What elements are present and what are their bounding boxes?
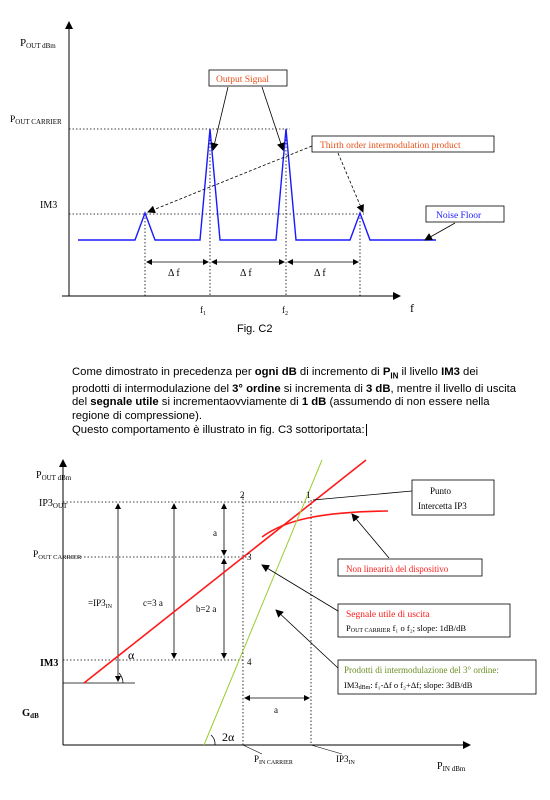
fig2-im3-label: IM3 — [40, 658, 59, 669]
figure-c3 — [0, 438, 550, 800]
fig2-alpha-label: α — [128, 648, 135, 662]
fig1-noise-arrow — [425, 223, 455, 240]
fig1-df-label-2: Δ f — [240, 268, 252, 279]
fig2-b-label: b=2 a — [196, 604, 217, 614]
fig2-x-label: $P_{IN dBm}$ — [437, 761, 466, 773]
fig1-df-label-3: Δ f — [314, 268, 326, 279]
fig2-pout-carrier-label: $P_{OUT CARRIER}$ — [33, 550, 82, 561]
body-paragraph — [72, 366, 532, 437]
fig2-gdb-label: GdB — [22, 708, 39, 720]
fig2-im-arrow — [276, 610, 338, 668]
fig-c2-caption: Fig. C2 — [237, 323, 273, 335]
fig2-ip3-box-l1: Punto — [430, 486, 452, 496]
fig2-ip3in-leader — [311, 745, 342, 754]
fig2-ip3in-dim-label: $=IP3_{IN}$ — [88, 598, 112, 610]
fig2-im3-line — [204, 460, 322, 745]
fig1-df-label-1: Δ f — [168, 268, 180, 279]
fig2-pin-carrier-leader — [243, 745, 262, 754]
fig1-f1-label: $f_1$ — [200, 305, 206, 317]
fig2-y-label: $P_{OUT dBm}$ — [36, 470, 72, 482]
para-line-3: del segnale utile si incrementaovviamente di 1 dB (assumendo di non essere nella — [72, 396, 490, 409]
fig1-output-arrow-2 — [262, 87, 283, 150]
fig2-ip3-leader — [313, 491, 412, 500]
para-line-4: regione di compressione). — [72, 410, 202, 423]
fig1-y-label: POUT dBm — [20, 37, 56, 50]
fig2-signal-line — [84, 460, 366, 683]
fig2-ip3in-tick-label: $IP3_{IN}$ — [336, 754, 355, 766]
fig2-two-alpha-arc — [211, 735, 215, 745]
fig2-point-1: 1 — [306, 490, 311, 500]
fig2-point-4: 4 — [247, 657, 252, 667]
figure-c2 — [0, 0, 550, 340]
fig2-ip3-box-l2: Intercetta IP3 — [418, 501, 467, 511]
fig2-pin-carrier-label: $P_{IN CARRIER}$ — [254, 754, 293, 766]
para-line-1: Come dimostrato in precedenza per ogni dB di incremento di $P_{IN}$ il livello IM3 dei — [72, 366, 479, 381]
fig2-signal-box-title: Segnale utile di uscita — [346, 610, 430, 620]
para-line-2: prodotti di intermodulazione del 3° ordine si incrementa di 3 dB, mentre il livello di uscita — [72, 382, 517, 395]
fig1-im3-label: IM3 — [40, 200, 58, 211]
fig2-a-label-horiz: a — [274, 705, 278, 715]
fig2-point-2: 2 — [240, 490, 245, 500]
fig2-nonlin-text: Non linearità del dispositivo — [346, 564, 449, 574]
fig2-a-label-vert: a — [213, 528, 217, 538]
fig2-ip3out-label: $IP3_{OUT}$ — [39, 498, 68, 510]
fig2-alpha-arc — [119, 673, 123, 683]
fig1-noise-floor-text: Noise Floor — [436, 211, 482, 221]
fig2-c-label: c=3 a — [143, 598, 163, 608]
fig2-two-alpha-label: 2α — [222, 730, 235, 744]
fig1-im-dashed-left — [148, 146, 312, 212]
text-cursor — [366, 424, 367, 436]
fig2-signal-arrow — [262, 565, 338, 611]
fig1-x-label: f — [410, 301, 414, 315]
fig1-f2-label: $f_2$ — [282, 305, 288, 317]
fig2-im-box-title: Prodotti di intermodulazione del 3° ordine: — [344, 665, 499, 675]
fig2-im-box-detail: IM3dBm: f₁-Δf o f₂+Δf; slope: 3dB/dB — [344, 680, 473, 691]
fig2-compression-curve — [262, 511, 388, 537]
fig2-point-3: 3 — [247, 552, 252, 562]
fig2-signal-box-detail: POUT CARRIER f₁ o f₂; slope: 1dB/dB — [346, 623, 467, 634]
fig1-output-signal-text: Output Signal — [216, 75, 270, 85]
fig1-pout-carrier-label: $P_{OUT CARRIER}$ — [10, 115, 62, 126]
fig1-im-dashed-right — [338, 153, 363, 212]
para-line-5: Questo comportamento è illustrato in fig. C3 sottoriportata: — [72, 423, 365, 436]
fig2-nonlin-arrow — [352, 514, 389, 558]
fig1-im-product-text: Thirth order intermodulation product — [320, 141, 461, 151]
fig1-output-arrow-1 — [213, 87, 228, 150]
